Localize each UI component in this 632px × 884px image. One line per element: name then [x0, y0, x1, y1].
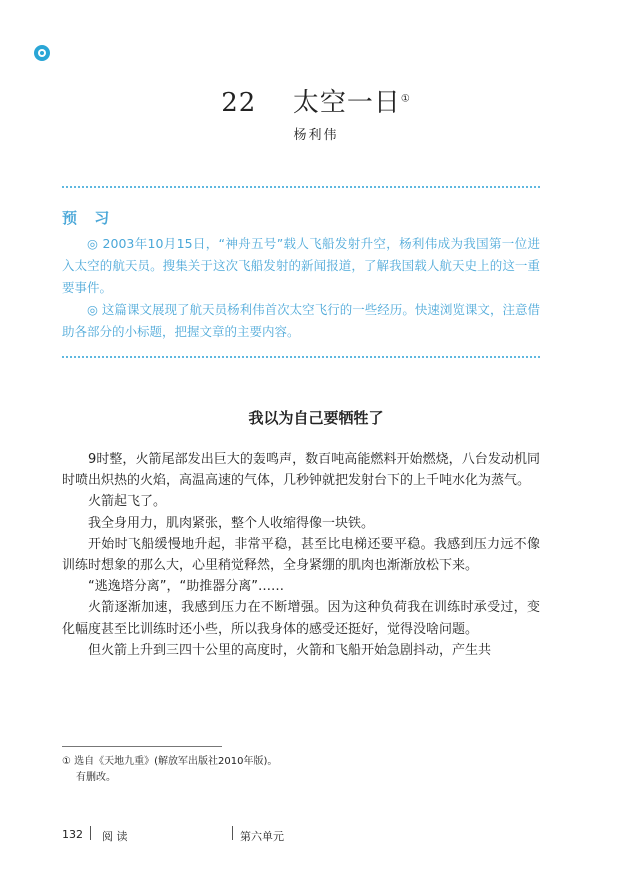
- title-footnote-mark: ①: [400, 93, 411, 105]
- section-heading: 我以为自己要牺牲了: [248, 409, 384, 427]
- reading-emblem-icon: [34, 45, 50, 61]
- body-paragraph: 火箭逐渐加速，我感到压力在不断增强。因为这种负荷我在训练时承受过，变化幅度甚至比训练时还小些，所以我身体的感受还挺好，觉得没啥问题。: [62, 600, 540, 637]
- footnote: [62, 754, 277, 786]
- footer-divider: [232, 826, 233, 840]
- body-paragraph: 开始时飞船缓慢地升起，非常平稳，甚至比电梯还要平稳。我感到压力远不像训练时想象的那么大，心里稍觉释然，全身紧绷的肌肉也渐渐放松下来。: [62, 536, 540, 574]
- author-name: 杨利伟: [293, 128, 339, 143]
- page-number: 132: [62, 828, 83, 841]
- body-paragraph: 9时整，火箭尾部发出巨大的轰鸣声，数百吨高能燃料开始燃烧，八台发动机同时喷出炽热的火焰，高温高速的气体，几秒钟就把发射台下的上千吨水化为蒸气。: [62, 452, 540, 489]
- footnote-line: 有删改。: [76, 772, 116, 783]
- body-text: [62, 449, 540, 661]
- body-paragraph: 但火箭上升到三四十公里的高度时，火箭和飞船开始急剧抖动，产生共: [88, 642, 492, 658]
- body-paragraph: 火箭起飞了。: [88, 494, 167, 510]
- lesson-title: 太空一日: [292, 88, 401, 118]
- preview-paragraph: ◎ 这篇课文展现了航天员杨利伟首次太空飞行的一些经历。快速浏览课文，注意借助各部分的小标题，把握文章的主要内容。: [62, 302, 540, 339]
- footer-section: 阅 读: [102, 830, 128, 843]
- preview-heading: 预 习: [62, 209, 116, 227]
- page-title: [0, 82, 632, 119]
- preview-box: [62, 207, 540, 343]
- footnote-divider: [62, 746, 222, 747]
- body-paragraph: “逃逸塔分离”，“助推器分离”……: [88, 579, 284, 595]
- body-paragraph: 我全身用力，肌肉紧张，整个人收缩得像一块铁。: [88, 515, 375, 531]
- preview-top-divider: [62, 186, 540, 188]
- footnote-line: ① 选自《天地九重》(解放军出版社2010年版)。: [62, 756, 278, 767]
- footer-unit: 第六单元: [240, 830, 284, 843]
- preview-bottom-divider: [62, 356, 540, 358]
- preview-paragraph: ◎ 2003年10月15日，“神舟五号”载人飞船发射升空，杨利伟成为我国第一位进入太空的航天员。搜集关于这次飞船发射的新闻报道，了解我国载人航天史上的这一重要事件。: [62, 236, 540, 295]
- lesson-number: 22: [221, 88, 257, 118]
- footer-divider: [90, 826, 91, 840]
